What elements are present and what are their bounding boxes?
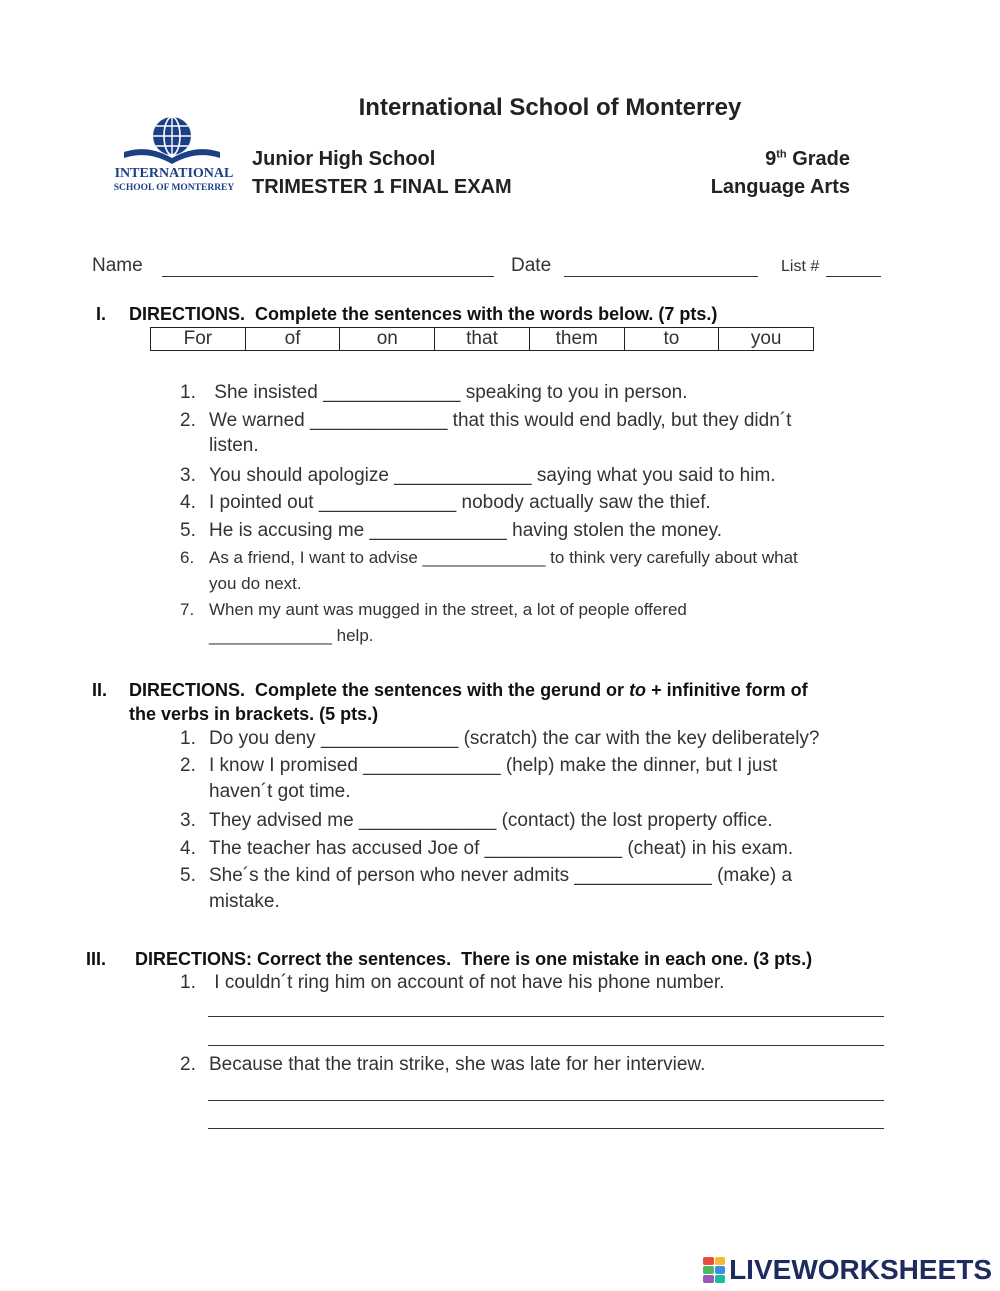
word-bank bbox=[150, 327, 814, 351]
question-item[interactable]: 1. I couldn´t ring him on account of not have his phone number. bbox=[180, 972, 725, 993]
question-item[interactable]: 4. I pointed out _____________ nobody actually saw the thief. bbox=[180, 492, 711, 513]
logo-text-line2: SCHOOL OF MONTERREY bbox=[113, 183, 235, 193]
section1-directions: DIRECTIONS. Complete the sentences with the words below. (7 pts.) bbox=[129, 304, 718, 324]
name-input-line[interactable] bbox=[162, 258, 494, 277]
date-input-line[interactable] bbox=[564, 258, 758, 277]
section2-directions-line2: the verbs in brackets. (5 pts.) bbox=[129, 704, 379, 724]
question-item[interactable]: 7. When my aunt was mugged in the street, a lot of people offered bbox=[180, 600, 687, 619]
question-item-continuation: listen. bbox=[209, 435, 259, 456]
question-item[interactable]: 1. She insisted _____________ speaking to you in person. bbox=[180, 382, 688, 403]
question-item[interactable]: 6. As a friend, I want to advise _____________ to think very carefully about what bbox=[180, 548, 798, 567]
question-item[interactable]: 2. Because that the train strike, she was late for her interview. bbox=[180, 1054, 706, 1075]
section2-directions: DIRECTIONS. Complete the sentences with the gerund or to + infinitive form of bbox=[129, 680, 808, 700]
question-item[interactable]: 2. We warned _____________ that this would end badly, but they didn´t bbox=[180, 410, 792, 431]
list-input-line[interactable] bbox=[826, 258, 881, 277]
name-label: Name bbox=[92, 255, 143, 276]
question-item-continuation: mistake. bbox=[209, 891, 280, 912]
exam-label: TRIMESTER 1 FINAL EXAM bbox=[252, 176, 512, 198]
grade-label: 9th Grade bbox=[765, 148, 850, 170]
school-logo-icon bbox=[108, 114, 240, 194]
answer-line[interactable] bbox=[208, 1045, 884, 1046]
question-item[interactable]: 5. He is accusing me _____________ having stolen the money. bbox=[180, 520, 722, 541]
question-item-continuation: _____________ help. bbox=[209, 626, 374, 645]
subject-label: Language Arts bbox=[710, 176, 850, 198]
logo-text-line1: INTERNATIONAL bbox=[114, 166, 234, 181]
answer-line[interactable] bbox=[208, 1100, 884, 1101]
section3-numeral: III. bbox=[86, 949, 107, 969]
question-item[interactable]: 3. They advised me _____________ (contact) the lost property office. bbox=[180, 810, 773, 831]
question-item[interactable]: 1. Do you deny _____________ (scratch) the car with the key deliberately? bbox=[180, 728, 820, 749]
question-item[interactable]: 5. She´s the kind of person who never admits _____________ (make) a bbox=[180, 865, 793, 886]
word-bank-item: of bbox=[245, 328, 340, 350]
word-bank-item: on bbox=[339, 328, 434, 350]
division-label: Junior High School bbox=[252, 148, 436, 170]
word-bank-item: to bbox=[624, 328, 719, 350]
word-bank-item: them bbox=[529, 328, 624, 350]
answer-line[interactable] bbox=[208, 1016, 884, 1017]
word-bank-item: you bbox=[718, 328, 813, 350]
word-bank-item: For bbox=[183, 328, 213, 349]
section3-directions: DIRECTIONS: Correct the sentences. There is one mistake in each one. (3 pts.) bbox=[135, 949, 813, 969]
liveworksheets-logo-icon bbox=[703, 1257, 725, 1283]
brand-text: LIVEWORKSHEETS bbox=[729, 1254, 992, 1285]
word-bank-item: that bbox=[434, 328, 529, 350]
question-item[interactable]: 2. I know I promised _____________ (help) make the dinner, but I just bbox=[180, 755, 778, 776]
question-item-continuation: you do next. bbox=[209, 574, 302, 593]
section1-numeral: I. bbox=[96, 304, 107, 324]
school-title: International School of Monterrey bbox=[358, 94, 742, 121]
answer-line[interactable] bbox=[208, 1128, 884, 1129]
liveworksheets-brand bbox=[703, 1254, 992, 1286]
question-item[interactable]: 4. The teacher has accused Joe of _____________ (cheat) in his exam. bbox=[180, 838, 794, 859]
date-label: Date bbox=[511, 255, 552, 276]
question-item[interactable]: 3. You should apologize _____________ saying what you said to him. bbox=[180, 465, 776, 486]
section2-numeral: II. bbox=[92, 680, 108, 700]
question-item-continuation: haven´t got time. bbox=[209, 781, 351, 802]
list-label: List # bbox=[781, 258, 820, 275]
